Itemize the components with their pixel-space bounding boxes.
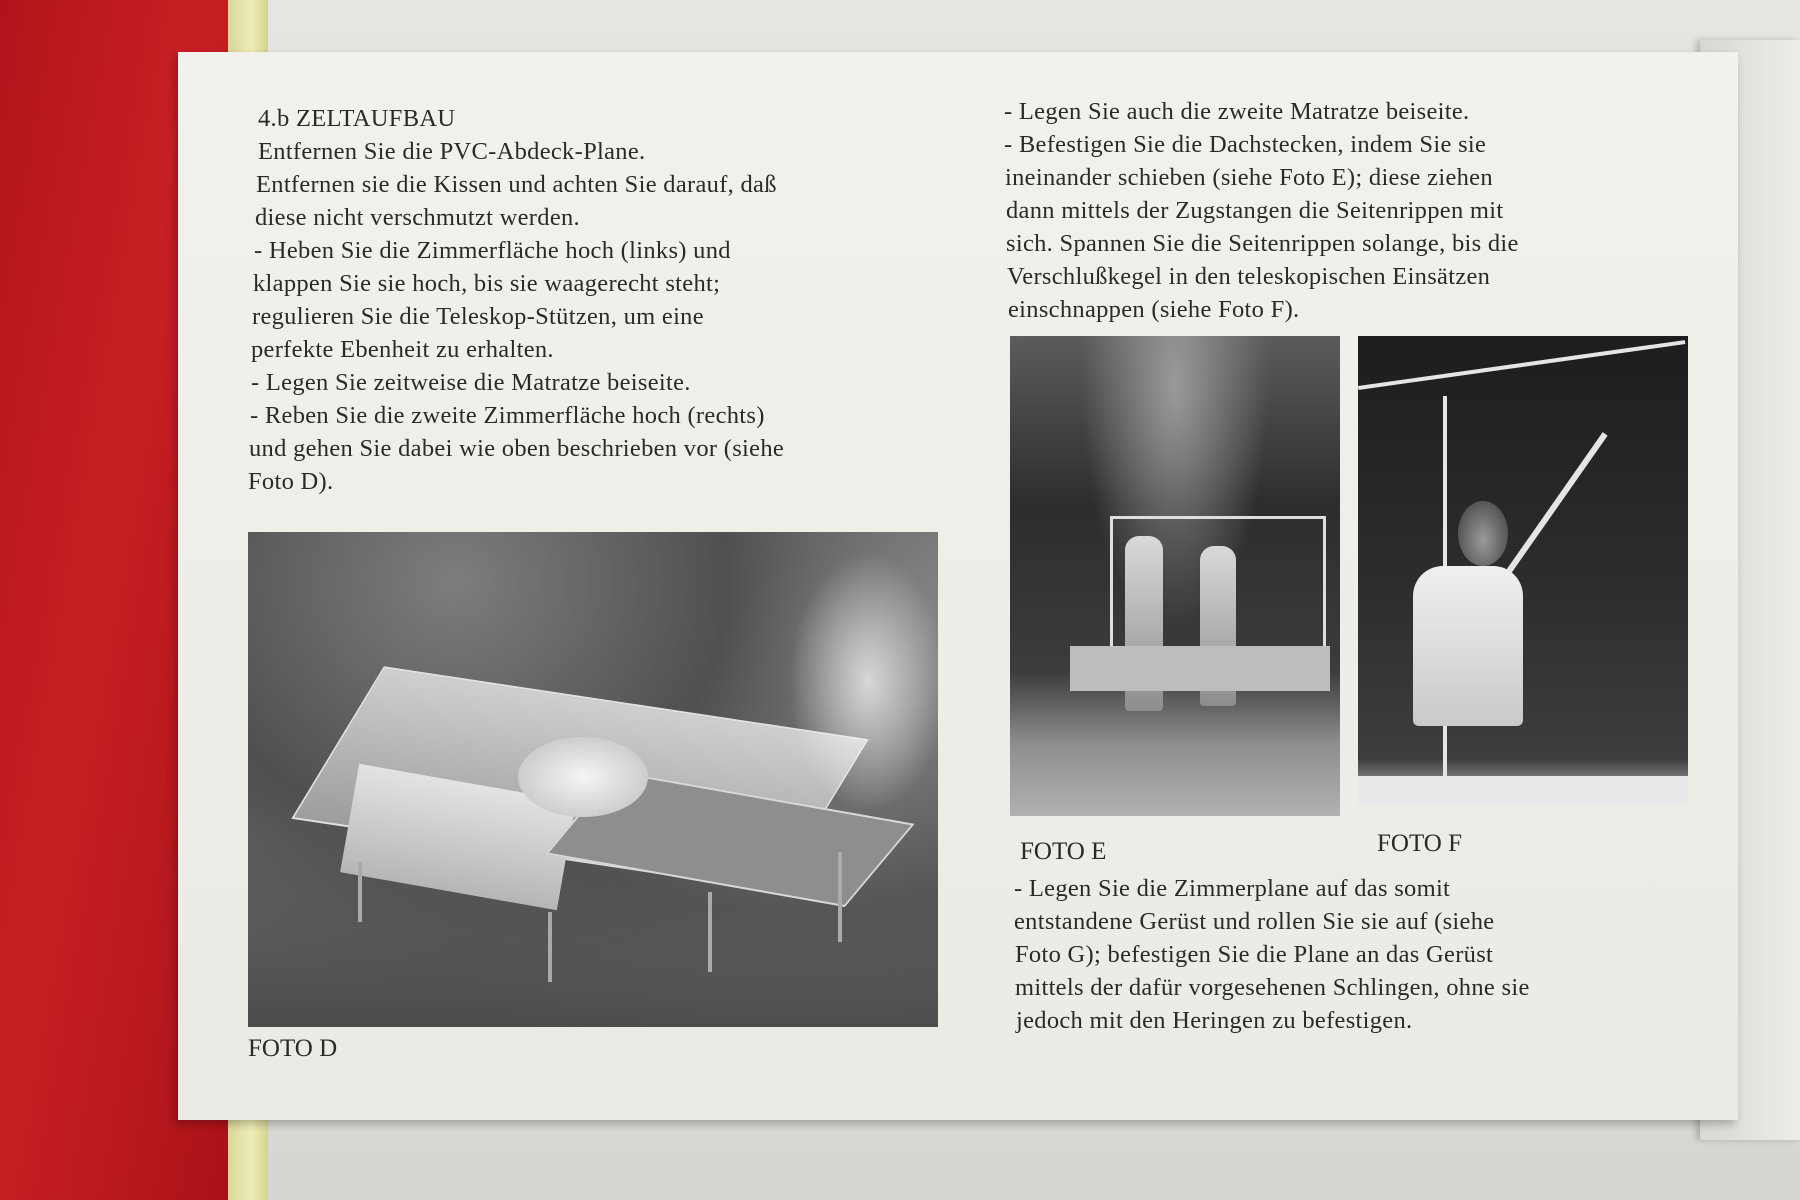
text-line: jedoch mit den Heringen zu befestigen.: [1016, 1007, 1413, 1034]
text-line: perfekte Ebenheit zu erhalten.: [251, 336, 554, 363]
text-line: und gehen Sie dabei wie oben beschrieben vor (siehe: [249, 435, 785, 462]
text-line: - Reben Sie die zweite Zimmerfläche hoch (rechts): [250, 402, 765, 429]
text-line: dann mittels der Zugstangen die Seitenrippen mit: [1006, 197, 1504, 224]
text-line: Foto D).: [248, 468, 334, 495]
text-line: Foto G); befestigen Sie die Plane an das Gerüst: [1015, 941, 1494, 968]
photo-f: [1358, 336, 1688, 806]
text-line: entstandene Gerüst und rollen Sie sie auf (siehe: [1014, 908, 1495, 935]
photo-d-caption: FOTO D: [248, 1035, 338, 1062]
text-line: - Legen Sie die Zimmerplane auf das somit: [1014, 875, 1451, 902]
text-line: regulieren Sie die Teleskop-Stützen, um eine: [252, 303, 704, 330]
text-line: einschnappen (siehe Foto F).: [1008, 296, 1300, 323]
text-line: sich. Spannen Sie die Seitenrippen solange, bis die: [1006, 230, 1519, 257]
text-line: Verschlußkegel in den teleskopischen Einsätzen: [1007, 263, 1491, 290]
photo-d: [248, 532, 938, 1027]
text-line: Entfernen sie die Kissen und achten Sie darauf, daß: [256, 171, 777, 198]
text-line: diese nicht verschmutzt werden.: [255, 204, 580, 231]
photo-e-caption: FOTO E: [1020, 838, 1107, 865]
text-line: - Legen Sie zeitweise die Matratze beiseite.: [251, 369, 691, 396]
text-line: ineinander schieben (siehe Foto E); diese ziehen: [1005, 164, 1493, 191]
section-heading: 4.b ZELTAUFBAU: [258, 105, 456, 132]
text-line: mittels der dafür vorgesehenen Schlingen, ohne sie: [1015, 974, 1530, 1001]
photo-e: [1010, 336, 1340, 816]
text-line: - Legen Sie auch die zweite Matratze beiseite.: [1004, 98, 1470, 125]
photo-f-caption: FOTO F: [1377, 830, 1462, 857]
text-line: - Heben Sie die Zimmerfläche hoch (links) und: [254, 237, 731, 264]
text-line: Entfernen Sie die PVC-Abdeck-Plane.: [258, 138, 646, 165]
text-line: klappen Sie sie hoch, bis sie waagerecht steht;: [253, 270, 721, 297]
text-line: - Befestigen Sie die Dachstecken, indem Sie sie: [1004, 131, 1487, 158]
